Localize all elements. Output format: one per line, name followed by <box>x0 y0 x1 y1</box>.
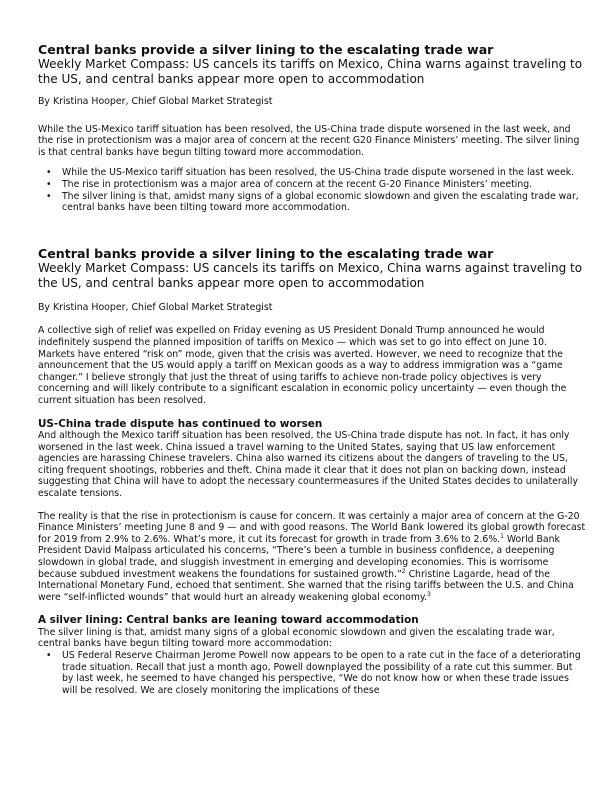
article-section <box>38 246 586 697</box>
footnote-ref[interactable]: 1 <box>500 532 504 540</box>
summary-title: Central banks provide a silver lining to the escalating trade war <box>38 42 494 57</box>
summary-bullet-list <box>62 167 586 213</box>
article-bullet-list <box>62 650 586 696</box>
paragraph-text: The reality is that the rise in protectionism is cause for concern. It was certainly a major area of concern at the G-20 Finance Ministers’ meeting June 8 and 9 — and with good reasons. The World Bank lowered its global growth forecast for 2019 from 2.9% to 2.6%. What’s more, it cut its forecast for growth in trade from 3.6% to 2.6%. <box>38 510 586 545</box>
paragraph-text: Christine Lagarde, head of the International Monetary Fund, echoed that sentiment. She warned that the rising tariffs between the U.S. and China were “self-inflicted wounds” that would hurt an already weakening global economy. <box>38 568 574 603</box>
section-heading: US-China trade dispute has continued to worsen <box>38 417 323 430</box>
summary-intro: While the US-Mexico tariff situation has been resolved, the US-China trade dispute worsened in the last week, and the rise in protectionism was a major area of concern at the recent G20 Finance Ministers’ meeting. The silver lining is that central banks have begun tilting toward more accommodation. <box>38 123 580 158</box>
article-paragraph <box>38 511 586 604</box>
summary-bullet: • While the US-Mexico tariff situation has been resolved, the US-China trade dispute worsened in the last week. <box>62 167 586 179</box>
article-paragraph: And although the Mexico tariff situation has been resolved, the US-China trade dispute has not. In fact, it has only worsened in the last week. China issued a travel warning to the United States, saying that US law enforcement agencies are harassing Chinese travelers. China also warned its citizens about the dangers of traveling to the US, citing frequent shootings, robberies and theft. China made it clear that it does not plan on backing down, instead suggesting that China will have to adopt the necessary countermeasures if the United States decides to unilaterally escalate tensions. <box>38 430 579 499</box>
section-heading: A silver lining: Central banks are leaning toward accommodation <box>38 614 419 627</box>
footnote-ref[interactable]: 2 <box>401 567 406 575</box>
summary-bullet: • The rise in protectionism was a major area of concern at the recent G-20 Finance Ministers’ meeting. <box>62 179 586 191</box>
document-page <box>38 42 586 696</box>
article-subtitle: Weekly Market Compass: US cancels its tariffs on Mexico, China warns against traveling to the US, and central banks appear more open to accommodation <box>38 260 583 291</box>
paragraph-text: World Bank President David Malpass articulated his concerns, “There’s been a tumble in business confidence, a deepening slowdown in global trade, and sluggish investment in emerging and developing economies. This is worrisome because subdued investment weakens the foundations for sustained growth.” <box>38 533 560 580</box>
summary-bullet: • The silver lining is that, amidst many signs of a global economic slowdown and given the escalating trade war, central banks have been tilting toward more accommodation. <box>62 191 586 214</box>
footnote-ref[interactable]: 3 <box>427 590 431 598</box>
article-paragraph: A collective sigh of relief was expelled on Friday evening as US President Donald Trump announced he would indefinitely suspend the planned imposition of tariffs on Mexico — which was set to go into effect on June 10. Markets have entered “risk on” mode, given that the crisis was averted. However, we need to recognize that the announcement that the US would apply a tariff on Mexican goods as a way to address immigration was a “game changer.” I believe strongly that just the threat of using tariffs to achieve non-trade policy objectives is very concerning and will likely contribute to a significant escalation in economic policy uncertainty — even though the current situation has been resolved. <box>38 325 567 406</box>
summary-byline: By Kristina Hooper, Chief Global Market Strategist <box>38 95 273 107</box>
summary-subtitle: Weekly Market Compass: US cancels its tariffs on Mexico, China warns against traveling to the US, and central banks appear more open to accommodation <box>38 57 583 87</box>
article-bullet: • US Federal Reserve Chairman Jerome Powell now appears to be open to a rate cut in the face of a deteriorating trade situation. Recall that just a month ago, Powell downplayed the possibility of a rate cut this summer. But by last week, he seemed to have changed his perspective, “We do not know how or when these trade issues will be resolved. We are closely monitoring the implications of these <box>62 650 586 696</box>
summary-section <box>38 42 586 214</box>
article-byline: By Kristina Hooper, Chief Global Market Strategist <box>38 302 273 314</box>
article-title: Central banks provide a silver lining to the escalating trade war <box>38 245 494 261</box>
article-paragraph: The silver lining is that, amidst many signs of a global economic slowdown and given the escalating trade war, central banks have begun tilting toward more accommodation: <box>38 626 555 650</box>
